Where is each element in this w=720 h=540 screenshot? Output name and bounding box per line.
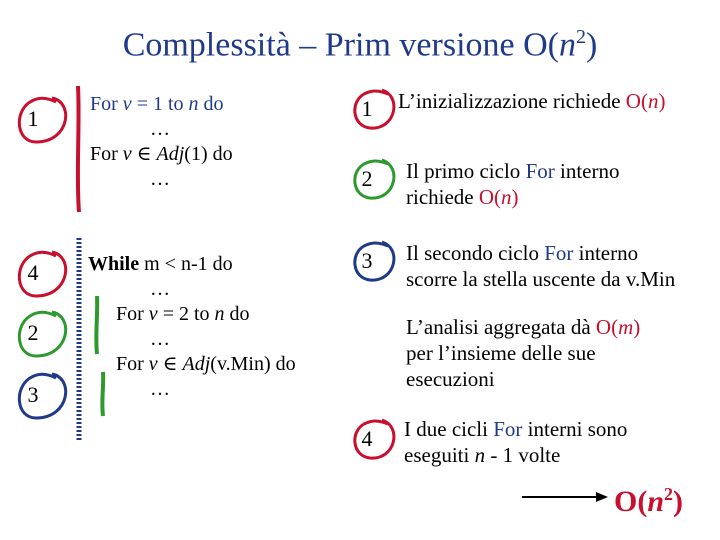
- right-badge-3: [346, 234, 400, 286]
- left-badge-1-label: 1: [27, 106, 39, 131]
- right-badge-4-label: 4: [361, 426, 373, 451]
- note-text: I due cicli: [404, 417, 494, 441]
- note-close: ): [633, 315, 641, 339]
- left-badge-2-label: 2: [27, 320, 39, 345]
- code-ellipsis: …: [150, 168, 170, 190]
- code-var: v: [122, 93, 132, 115]
- note-3: [406, 240, 718, 292]
- note-text: L’analisi aggregata dà: [406, 315, 596, 339]
- result-n: n: [647, 485, 665, 518]
- right-badge-4: [346, 412, 400, 464]
- page-title: [0, 26, 720, 64]
- code-text: (1) do: [184, 143, 233, 165]
- left-badge-3-label: 3: [27, 382, 39, 407]
- note-close: ): [511, 185, 519, 209]
- note-text: interni sono: [522, 417, 628, 441]
- note-text: Il secondo ciclo: [406, 241, 545, 265]
- note-text: - 1 volte: [485, 443, 561, 467]
- left-badge-4-label: 4: [27, 260, 39, 285]
- title-exp: 2: [575, 26, 586, 48]
- left-badge-4: [12, 246, 68, 302]
- result-exp: 2: [664, 484, 674, 504]
- code-ellipsis: …: [150, 118, 170, 140]
- arrow-right-icon: [520, 490, 610, 504]
- note-close: ): [658, 89, 666, 113]
- result-o: O(: [614, 485, 648, 518]
- result-complexity: [614, 484, 683, 519]
- left-badge-2: [12, 306, 68, 362]
- code-text: (v.Min) do: [210, 353, 296, 375]
- code-text: = 2 to: [157, 303, 215, 325]
- code-adj: Adj: [182, 353, 211, 375]
- code-var: v: [148, 353, 158, 375]
- code-block-2: [88, 252, 296, 402]
- code-text: ∈: [157, 353, 183, 375]
- code-adj: Adj: [156, 143, 185, 165]
- code-text: ∈: [131, 143, 157, 165]
- note-2: [406, 158, 716, 210]
- code-var-n: n: [188, 93, 199, 115]
- note-1: [398, 88, 716, 114]
- code-ellipsis: …: [150, 278, 170, 300]
- note-for: For: [544, 241, 574, 265]
- right-badge-1-label: 1: [361, 96, 373, 121]
- code-text: = 1 to: [131, 93, 189, 115]
- code-var-n: n: [214, 303, 225, 325]
- code-text: do: [198, 93, 224, 115]
- note-text: scorre la stella uscente da v.Min: [406, 267, 676, 291]
- code-block-1: [90, 92, 233, 192]
- for-keyword: For: [90, 93, 118, 115]
- right-badge-2: [346, 152, 400, 204]
- for-keyword: For: [116, 303, 144, 325]
- code-ellipsis: …: [150, 378, 170, 400]
- note-n: n: [501, 185, 512, 209]
- note-3b: [406, 314, 716, 392]
- note-text: interno: [554, 159, 620, 183]
- note-m: m: [618, 315, 634, 339]
- title-text: Complessità – Prim versione O(: [122, 26, 559, 64]
- note-o: O(: [478, 185, 502, 209]
- red-bar-block1: [74, 84, 84, 214]
- title-close: ): [585, 26, 598, 64]
- note-for: For: [525, 159, 555, 183]
- code-text: m < n-1 do: [139, 253, 233, 275]
- note-4: [404, 416, 716, 468]
- note-text: per l’insieme delle sue: [406, 341, 596, 365]
- code-line: [90, 142, 233, 167]
- code-text: do: [224, 303, 250, 325]
- code-ellipsis: …: [150, 328, 170, 350]
- code-line: [88, 302, 296, 327]
- code-line: [88, 352, 296, 377]
- note-text: esecuzioni: [406, 367, 495, 391]
- title-var: n: [558, 26, 576, 64]
- right-badge-1: [346, 82, 400, 134]
- code-line: [88, 252, 296, 277]
- note-text: L’inizializzazione richiede: [398, 89, 626, 113]
- code-var: v: [148, 303, 158, 325]
- note-for: For: [493, 417, 523, 441]
- left-badge-1: [12, 92, 68, 148]
- code-line: [90, 92, 233, 117]
- note-n: n: [647, 89, 659, 113]
- for-keyword: For: [116, 353, 144, 375]
- note-text: richiede: [406, 185, 479, 209]
- right-badge-2-label: 2: [361, 166, 373, 191]
- note-n: n: [474, 443, 486, 467]
- note-text: Il primo ciclo: [406, 159, 526, 183]
- note-text: eseguiti: [404, 443, 475, 467]
- note-text: interno: [573, 241, 639, 265]
- note-o: O(: [625, 89, 648, 113]
- right-badge-3-label: 3: [361, 248, 373, 273]
- while-keyword: While: [88, 253, 140, 275]
- result-close: ): [673, 485, 684, 518]
- for-keyword: For: [90, 143, 118, 165]
- left-badge-3: [12, 368, 68, 424]
- note-o: O(: [595, 315, 619, 339]
- code-var: v: [122, 143, 132, 165]
- dotted-blue-bar: [74, 236, 84, 442]
